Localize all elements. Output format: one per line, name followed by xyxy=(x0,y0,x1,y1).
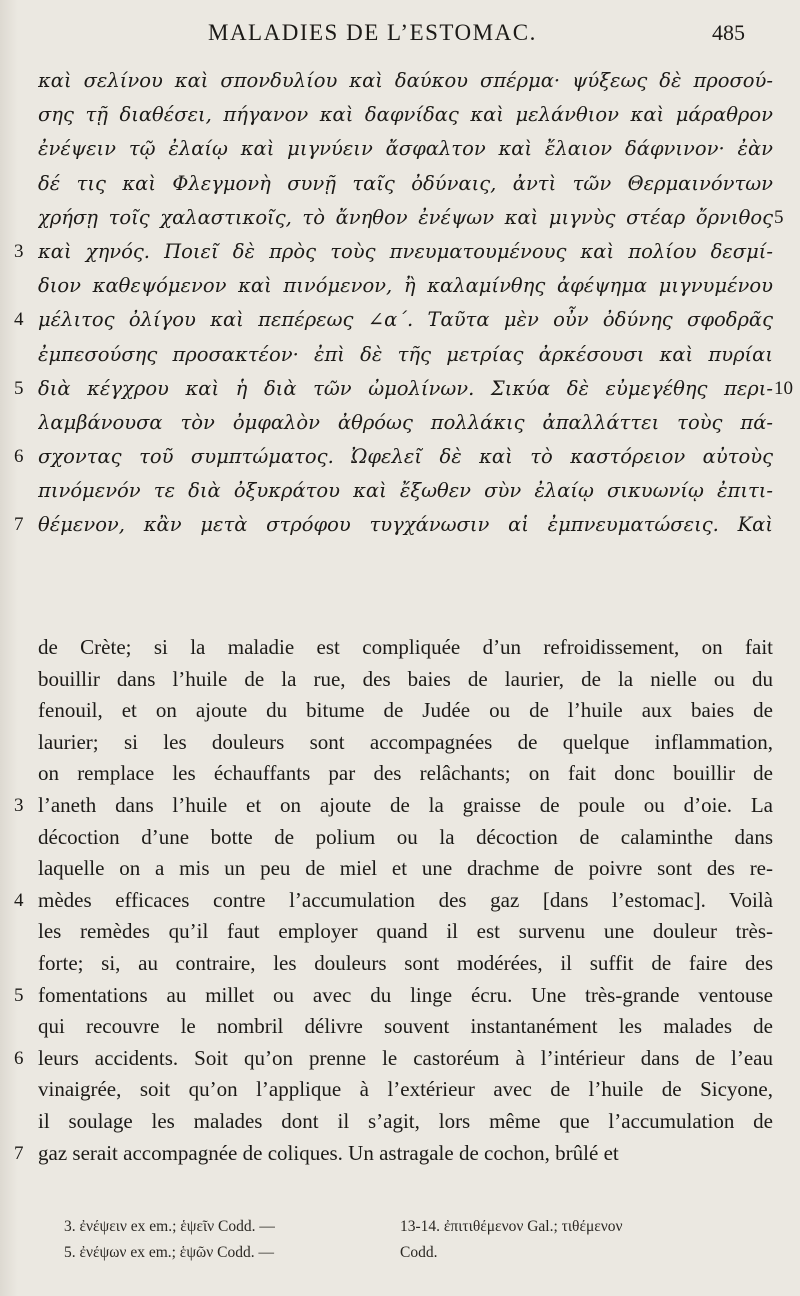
french-line-text: de Crète; si la maladie est compliquée d’un refroidissement, on fait xyxy=(38,635,773,659)
greek-line xyxy=(0,132,800,166)
french-line-text: leurs accidents. Soit qu’on prenne le castoréum à l’intérieur dans de l’eau xyxy=(38,1045,773,1070)
page-number: 485 xyxy=(712,20,745,45)
greek-line xyxy=(0,338,800,372)
french-line-text: l’aneth dans l’huile et on ajoute de la graisse de poule ou d’oie. La xyxy=(38,792,773,817)
greek-line-text: σης τῇ διαθέσει, πήγανον καὶ δαφνίδας καὶ μελάνθιον καὶ μάραθρον xyxy=(38,103,773,127)
line-number-left: 6 xyxy=(14,446,24,468)
greek-line-text: διὰ κέγχρου καὶ ἡ διὰ τῶν ὠμολίνων. Σικύα δὲ εὐμεγέθης περι- xyxy=(38,376,773,400)
french-line-text: mèdes efficaces contre l’accumulation des gaz [dans l’estomac]. Voilà xyxy=(38,887,773,912)
french-line-text: les remèdes qu’il faut employer quand il est survenu une douleur très- xyxy=(38,919,773,944)
french-line xyxy=(0,758,800,790)
greek-line-text: ἐνέψειν τῷ ἐλαίῳ καὶ μιγνύειν ἄσφαλτον καὶ ἔλαιον δάφνινον· ἐὰν xyxy=(38,137,773,161)
apparatus-line xyxy=(0,1240,800,1266)
french-line-text: on remplace les échauffants par des relâchants; on fait donc bouillir de xyxy=(38,761,773,786)
greek-line-text: πινόμενόν τε διὰ ὀξυκράτου καὶ ἔξωθεν σὺν ἐλαίῳ σικυωνίῳ ἐπιτι- xyxy=(38,479,773,503)
greek-line xyxy=(0,64,800,98)
line-number-right: 10 xyxy=(774,377,793,399)
french-line xyxy=(0,1138,800,1170)
line-number-left: 5 xyxy=(14,984,24,1006)
line-number-left: 3 xyxy=(14,794,24,816)
critical-apparatus xyxy=(0,1214,800,1266)
greek-line xyxy=(0,474,800,508)
line-number-right: 5 xyxy=(774,206,784,228)
line-number-left: 4 xyxy=(14,889,24,911)
greek-line-text: ἐμπεσούσης προσακτέον· ἐπὶ δὲ τῆς μετρίας ἀρκέσουσι καὶ πυρίαι xyxy=(38,342,773,366)
line-number-left: 5 xyxy=(14,377,24,399)
running-head xyxy=(0,14,800,54)
french-line xyxy=(0,1011,800,1043)
line-number-left: 7 xyxy=(14,514,24,536)
french-line xyxy=(0,1043,800,1075)
greek-line xyxy=(0,235,800,269)
line-number-left: 7 xyxy=(14,1142,24,1164)
french-line xyxy=(0,727,800,759)
greek-line xyxy=(0,98,800,132)
french-line xyxy=(0,695,800,727)
greek-line-text: δέ τις καὶ Φλεγμονὴ συνῇ ταῖς ὀδύναις, ἀντὶ τῶν Θερμαινόντων xyxy=(38,171,773,195)
apparatus-note: Codd. xyxy=(400,1244,438,1261)
greek-text-block xyxy=(0,64,800,543)
french-line xyxy=(0,853,800,885)
greek-line-text: χρήσῃ τοῖς χαλαστικοῖς, τὸ ἄνηθον ἐνέψων καὶ μιγνὺς στέαρ ὄρνιθος xyxy=(38,205,773,229)
apparatus-line xyxy=(0,1214,800,1240)
running-head-title: MALADIES DE L’ESTOMAC. xyxy=(208,20,537,45)
apparatus-note: 5. ἐνέψων ex em.; ἑψῶν Codd. — xyxy=(64,1244,274,1261)
greek-line xyxy=(0,269,800,303)
line-number-left: 4 xyxy=(14,309,24,331)
greek-line-text: καὶ σελίνου καὶ σπονδυλίου καὶ δαύκου σπέρμα· ψύξεως δὲ προσού- xyxy=(38,69,773,92)
french-line-text: laurier; si les douleurs sont accompagnées de quelque inflammation, xyxy=(38,729,773,754)
greek-line xyxy=(0,372,800,406)
french-line-text: laquelle on a mis un peu de miel et une drachme de poivre sont des re- xyxy=(38,856,773,881)
french-line xyxy=(0,916,800,948)
line-number-left: 3 xyxy=(14,240,24,262)
french-line-text: qui recouvre le nombril délivre souvent instantanément les malades de xyxy=(38,1014,773,1039)
french-line xyxy=(0,822,800,854)
greek-line xyxy=(0,406,800,440)
french-line-text: fomentations au millet ou avec du linge écru. Une très-grande ventouse xyxy=(38,982,773,1007)
greek-line-text: θέμενον, κἂν μετὰ στρόφου τυγχάνωσιν αἱ ἐμπνευματώσεις. Καὶ xyxy=(38,513,773,537)
french-line xyxy=(0,664,800,696)
apparatus-note: 3. ἐνέψειν ex em.; ἑψεῖν Codd. — xyxy=(64,1218,275,1235)
greek-line xyxy=(0,440,800,474)
french-line xyxy=(0,1106,800,1138)
french-line xyxy=(0,1074,800,1106)
greek-line-text: διον καθεψόμενον καὶ πινόμενον, ἢ καλαμίνθης ἀφέψημα μιγνυμένου xyxy=(38,274,773,298)
french-line xyxy=(0,885,800,917)
french-line xyxy=(0,948,800,980)
greek-line-text: σχοντας τοῦ συμπτώματος. Ὠφελεῖ δὲ καὶ τὸ καστόρειον αὐτοὺς xyxy=(38,445,773,469)
greek-line-text: μέλιτος ὀλίγου καὶ πεπέρεως ∠α΄. Ταῦτα μὲν οὖν ὀδύνης σφοδρᾶς xyxy=(38,308,773,332)
greek-line xyxy=(0,167,800,201)
greek-line xyxy=(0,303,800,337)
line-number-left: 6 xyxy=(14,1047,24,1069)
greek-line-text: καὶ χηνός. Ποιεῖ δὲ πρὸς τοὺς πνευματουμένους καὶ πολίου δεσμί- xyxy=(38,239,773,263)
french-line xyxy=(0,790,800,822)
greek-line xyxy=(0,201,800,235)
french-line xyxy=(0,632,800,664)
french-line-text: forte; si, au contraire, les douleurs sont modérées, il suffit de faire des xyxy=(38,950,773,975)
greek-line xyxy=(0,508,800,542)
french-line-text: fenouil, et on ajoute du bitume de Judée ou de l’huile aux baies de xyxy=(38,698,773,723)
french-line-text: vinaigrée, soit qu’on l’applique à l’extérieur avec de l’huile de Sicyone, xyxy=(38,1077,773,1102)
french-line xyxy=(0,980,800,1012)
greek-line-text: λαμβάνουσα τὸν ὀμφαλὸν ἀθρόως πολλάκις ἀπαλλάττει τοὺς πά- xyxy=(38,410,773,434)
french-line-text: gaz serait accompagnée de coliques. Un astragale de cochon, brûlé et xyxy=(38,1140,619,1165)
french-translation-block xyxy=(0,632,800,1169)
apparatus-note: 13-14. ἐπιτιθέμενον Gal.; τιθέμενον xyxy=(400,1218,623,1235)
french-line-text: décoction d’une botte de polium ou la décoction de calaminthe dans xyxy=(38,824,773,849)
french-line-text: bouillir dans l’huile de la rue, des baies de laurier, de la nielle ou du xyxy=(38,666,773,691)
french-line-text: il soulage les malades dont il s’agit, lors même que l’accumulation de xyxy=(38,1108,773,1133)
